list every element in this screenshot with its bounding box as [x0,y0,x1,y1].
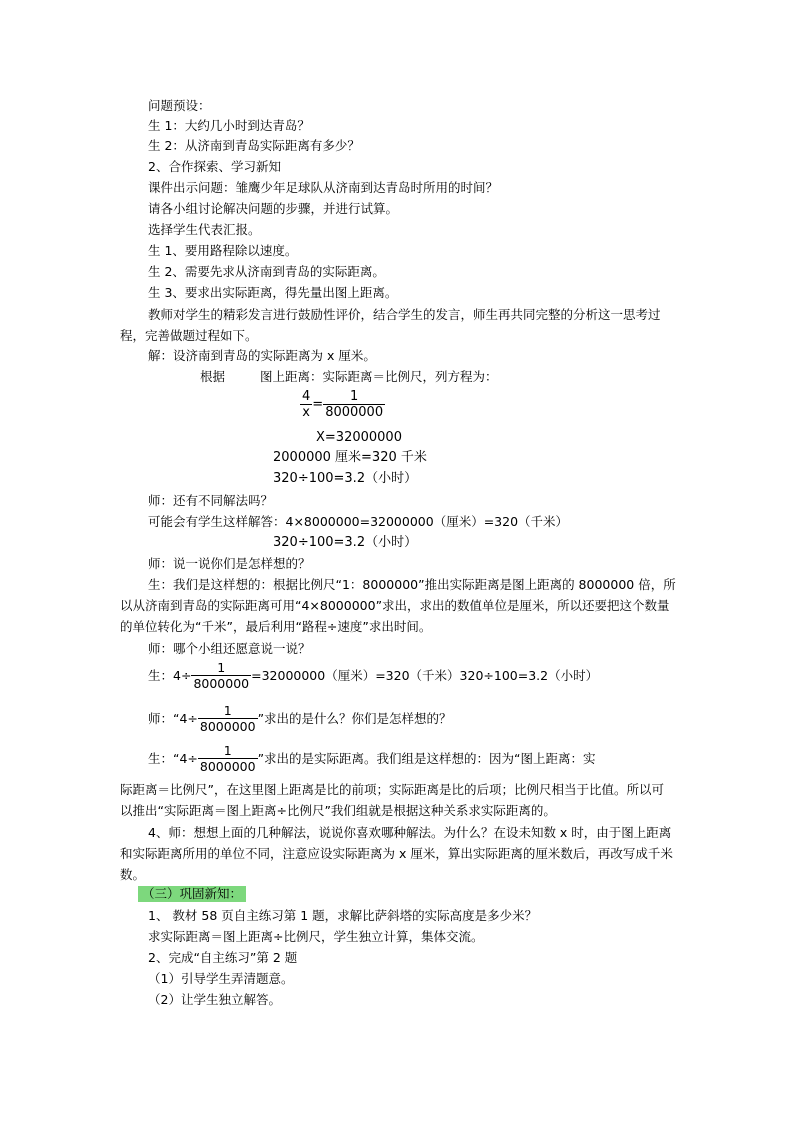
fraction-left [300,389,312,420]
text-line: （2）让学生独立解答。 [148,992,281,1007]
paragraph: 生：我们是这样想的：根据比例尺“1：8000000”推出实际距离是图上距离的 8000000 倍，所以从济南到青岛的实际距离可用“4×8000000”求出，求出的数值单位是厘米，所以还要把这个数量的单位转化为“千米”，最后利用“路程÷速度”求出时间。 [120,577,676,634]
fraction-line [148,743,596,774]
text-line: 可能会有学生这样解答：4×8000000=32000000（厘米）=320（千米） [148,514,569,529]
text-line: 选择学生代表汇报。 [148,222,261,237]
text-line: （1）引导学生弄清题意。 [148,971,294,986]
text-line: 生 1、要用路程除以速度。 [148,243,298,258]
section-heading: 2、合作探索、学习新知 [148,159,281,174]
text-line: 师：说一说你们是怎样想的？ [148,556,311,571]
numerator: 4 [302,389,311,404]
text-segment: 师：“4÷ [148,711,198,726]
text-line: 生 2：从济南到青岛实际距离有多少？ [148,138,360,153]
text-segment: 生：4÷ [148,668,192,683]
fraction-line [148,660,598,691]
section-heading-highlighted: （三）巩固新知： [138,886,246,902]
paragraph: 教师对学生的精彩发言进行鼓励性评价，结合学生的发言，师生再共同完整的分析这一思考过程，完善做题过程如下。 [120,307,661,343]
equation-fraction [300,389,385,420]
numerator: 1 [217,660,226,675]
fraction [198,703,258,734]
text-line: 师：哪个小组还愿意说一说？ [148,641,311,656]
text-line: 生 2、需要先求从济南到青岛的实际距离。 [148,264,385,279]
denominator: x [300,404,312,420]
equals-sign: = [312,397,324,412]
fraction [198,743,258,774]
numerator: 1 [223,743,232,758]
equation-line: 2000000 厘米=320 千米 [273,450,427,465]
text-segment: ”求出的是什么？你们是怎样想的？ [257,711,452,726]
denominator: 8000000 [193,676,250,691]
equation-line: X=32000000 [316,430,402,445]
fraction-line [148,703,452,734]
text-line: 问题预设： [148,98,211,113]
paragraph: 4、师：想想上面的几种解法，说说你喜欢哪种解法。为什么？在设未知数 x 时，由于图上距离和实际距离所用的单位不同，注意应设实际距离为 x 厘米，算出实际距离的厘米数后，再改写成千米数。 [120,825,673,882]
text-line: 生 1：大约几小时到达青岛？ [148,118,310,133]
text-line: 解：设济南到青岛的实际距离为 x 厘米。 [148,348,376,363]
text-line: 师：还有不同解法吗？ [148,493,274,508]
denominator: 8000000 [325,405,384,420]
text-line: 2、完成“自主练习”第 2 题 [148,950,298,965]
paragraph: 际距离＝比例尺”，在这里图上距离是比的前项；实际距离是比的后项；比例尺相当于比值。所以可以推出“实际距离＝图上距离÷比例尺”我们组就是根据这种关系求实际距离的。 [120,782,664,818]
numerator: 1 [350,389,359,404]
fraction-right [323,389,385,420]
fraction [191,660,251,691]
text-segment: 生：“4÷ [148,751,198,766]
text-line: 图上距离：实际距离＝比例尺，列方程为： [260,369,498,384]
text-segment: =32000000（厘米）=320（千米）320÷100=3.2（小时） [251,668,599,683]
numerator: 1 [223,703,232,718]
text-line: 请各小组讨论解决问题的步骤，并进行试算。 [148,201,399,216]
equation-line: 320÷100=3.2（小时） [273,471,418,486]
text-segment: ”求出的是实际距离。我们组是这样想的：因为“图上距离：实 [257,751,596,766]
denominator: 8000000 [199,759,256,774]
equation-line: 320÷100=3.2（小时） [273,535,418,550]
text-line: 生 3、要求出实际距离，得先量出图上距离。 [148,285,398,300]
text-line: 求实际距离＝图上距离÷比例尺，学生独立计算，集体交流。 [148,929,484,944]
text-line: 根据 [200,369,226,384]
text-line: 1、 教材 58 页自主练习第 1 题，求解比萨斜塔的实际高度是多少米？ [148,908,538,923]
text-line: 课件出示问题：雏鹰少年足球队从济南到达青岛时所用的时间？ [148,180,499,195]
denominator: 8000000 [199,719,256,734]
